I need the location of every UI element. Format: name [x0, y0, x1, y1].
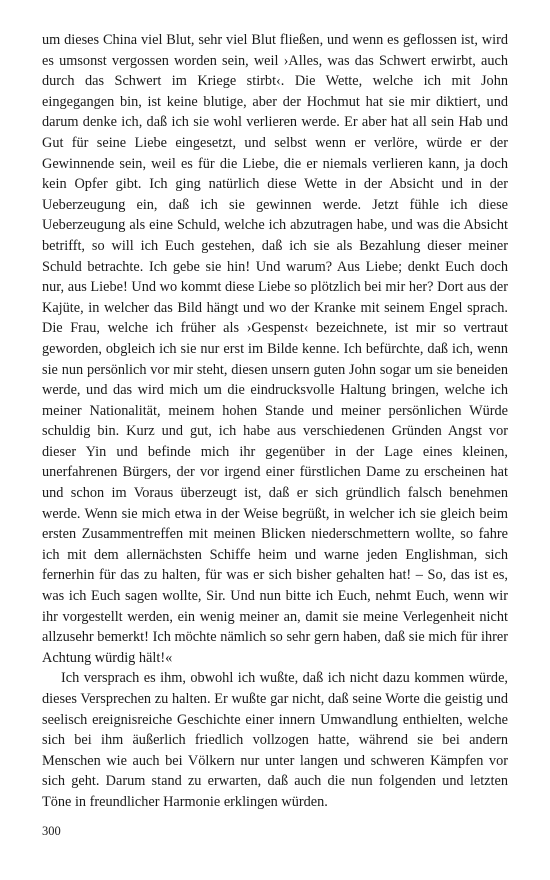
- paragraph-2: Ich versprach es ihm, obwohl ich wußte, daß ich nicht dazu kommen würde, dieses Versprechen zu halten. Er wußte gar nicht, daß seine Worte die geistig und seelisch ereignisreiche Geschichte einer innern Umwandlung enthielten, welche sich bei ihm äußerlich friedlich vollzogen hatte, während sie bei andern Menschen wie auch bei Völkern nur unter langen und schweren Kämpfen vor sich geht. Darum stand zu erwarten, daß auch die nun folgenden und letzten Töne in freundlicher Harmonie erklingen würden.: [42, 670, 508, 810]
- paragraph-1: um dieses China viel Blut, sehr viel Blut fließen, und wenn es geflossen ist, wird es umsonst vergossen worden sein, weil ›Alles, was das Schwert erwirbt, auch durch das Schwert im Kriege stirbt‹. Die Wette, welche ich mit John eingegangen bin, ist keine blutige, aber der Hochmut hat sie mir diktiert, und darum denke ich, daß ich sie wohl verlieren werde. Er aber hat all sein Hab und Gut für seine Liebe eingesetzt, und selbst wenn er verlöre, würde er der Gewinnende sein, weil es für die Liebe, die er niemals verlieren kann, ja doch kein Opfer gibt. Ich ging natürlich diese Wette in der Absicht und in der Ueberzeugung ein, daß ich sie gewinnen werde. Jetzt fühle ich diese Ueberzeugung als eine Schuld, welche ich abzutragen habe, und was die Absicht betrifft, so will ich Euch gestehen, daß ich sie als Bezahlung dieser meiner Schuld betrachte. Ich gebe sie hin! Und warum? Aus Liebe; denkt Euch doch nur, aus Liebe! Und wo kommt diese Liebe so plötzlich bei mir her? Dort aus der Kajüte, in welcher das Bild hängt und wo der Kranke mit seinem Engel sprach. Die Frau, welche ich früher als ›Gespenst‹ bezeichnete, ist mir so vertraut geworden, obgleich ich sie nur erst im Bilde kenne. Ich befürchte, daß ich, wenn sie nun persönlich vor mir steht, diesen unsern guten John sogar um sie beneiden werde, und das wird mich um die eindrucksvolle Haltung bringen, welche ich meiner Nationalität, meinem hohen Stande und meiner persönlichen Würde schuldig bin. Kurz und gut, ich habe aus verschiedenen Gründen Angst vor dieser Yin und befinde mich ihr gegenüber in der Lage eines kleinen, unerfahrenen Bürgers, der vor irgend einer fürstlichen Dame zu erscheinen hat und schon im Voraus überzeugt ist, daß er sich gründlich falsch benehmen werde. Wenn sie mich etwa in der Weise begrüßt, in welcher ich sie gleich beim ersten Zusammentreffen mit meinen Blicken niederschmettern wollte, so fahre ich mit dem allernächsten Schiffe heim und warne jeden Englishman, sich fernerhin für das zu halten, für was er sich bisher gehalten hat! – So, das ist es, was ich Euch sagen wollte, Sir. Und nun bitte ich Euch, nehmt Euch, wenn wir ihr vorgestellt werden, ein wenig meiner an, damit sie meine Verlegenheit nicht allzusehr bemerkt! Ich möchte nämlich so sehr gern haben, daß sie mich für ihrer Achtung würdig hält!«: [42, 32, 508, 666]
- page-body: [42, 30, 508, 813]
- page-number: 300: [42, 824, 61, 838]
